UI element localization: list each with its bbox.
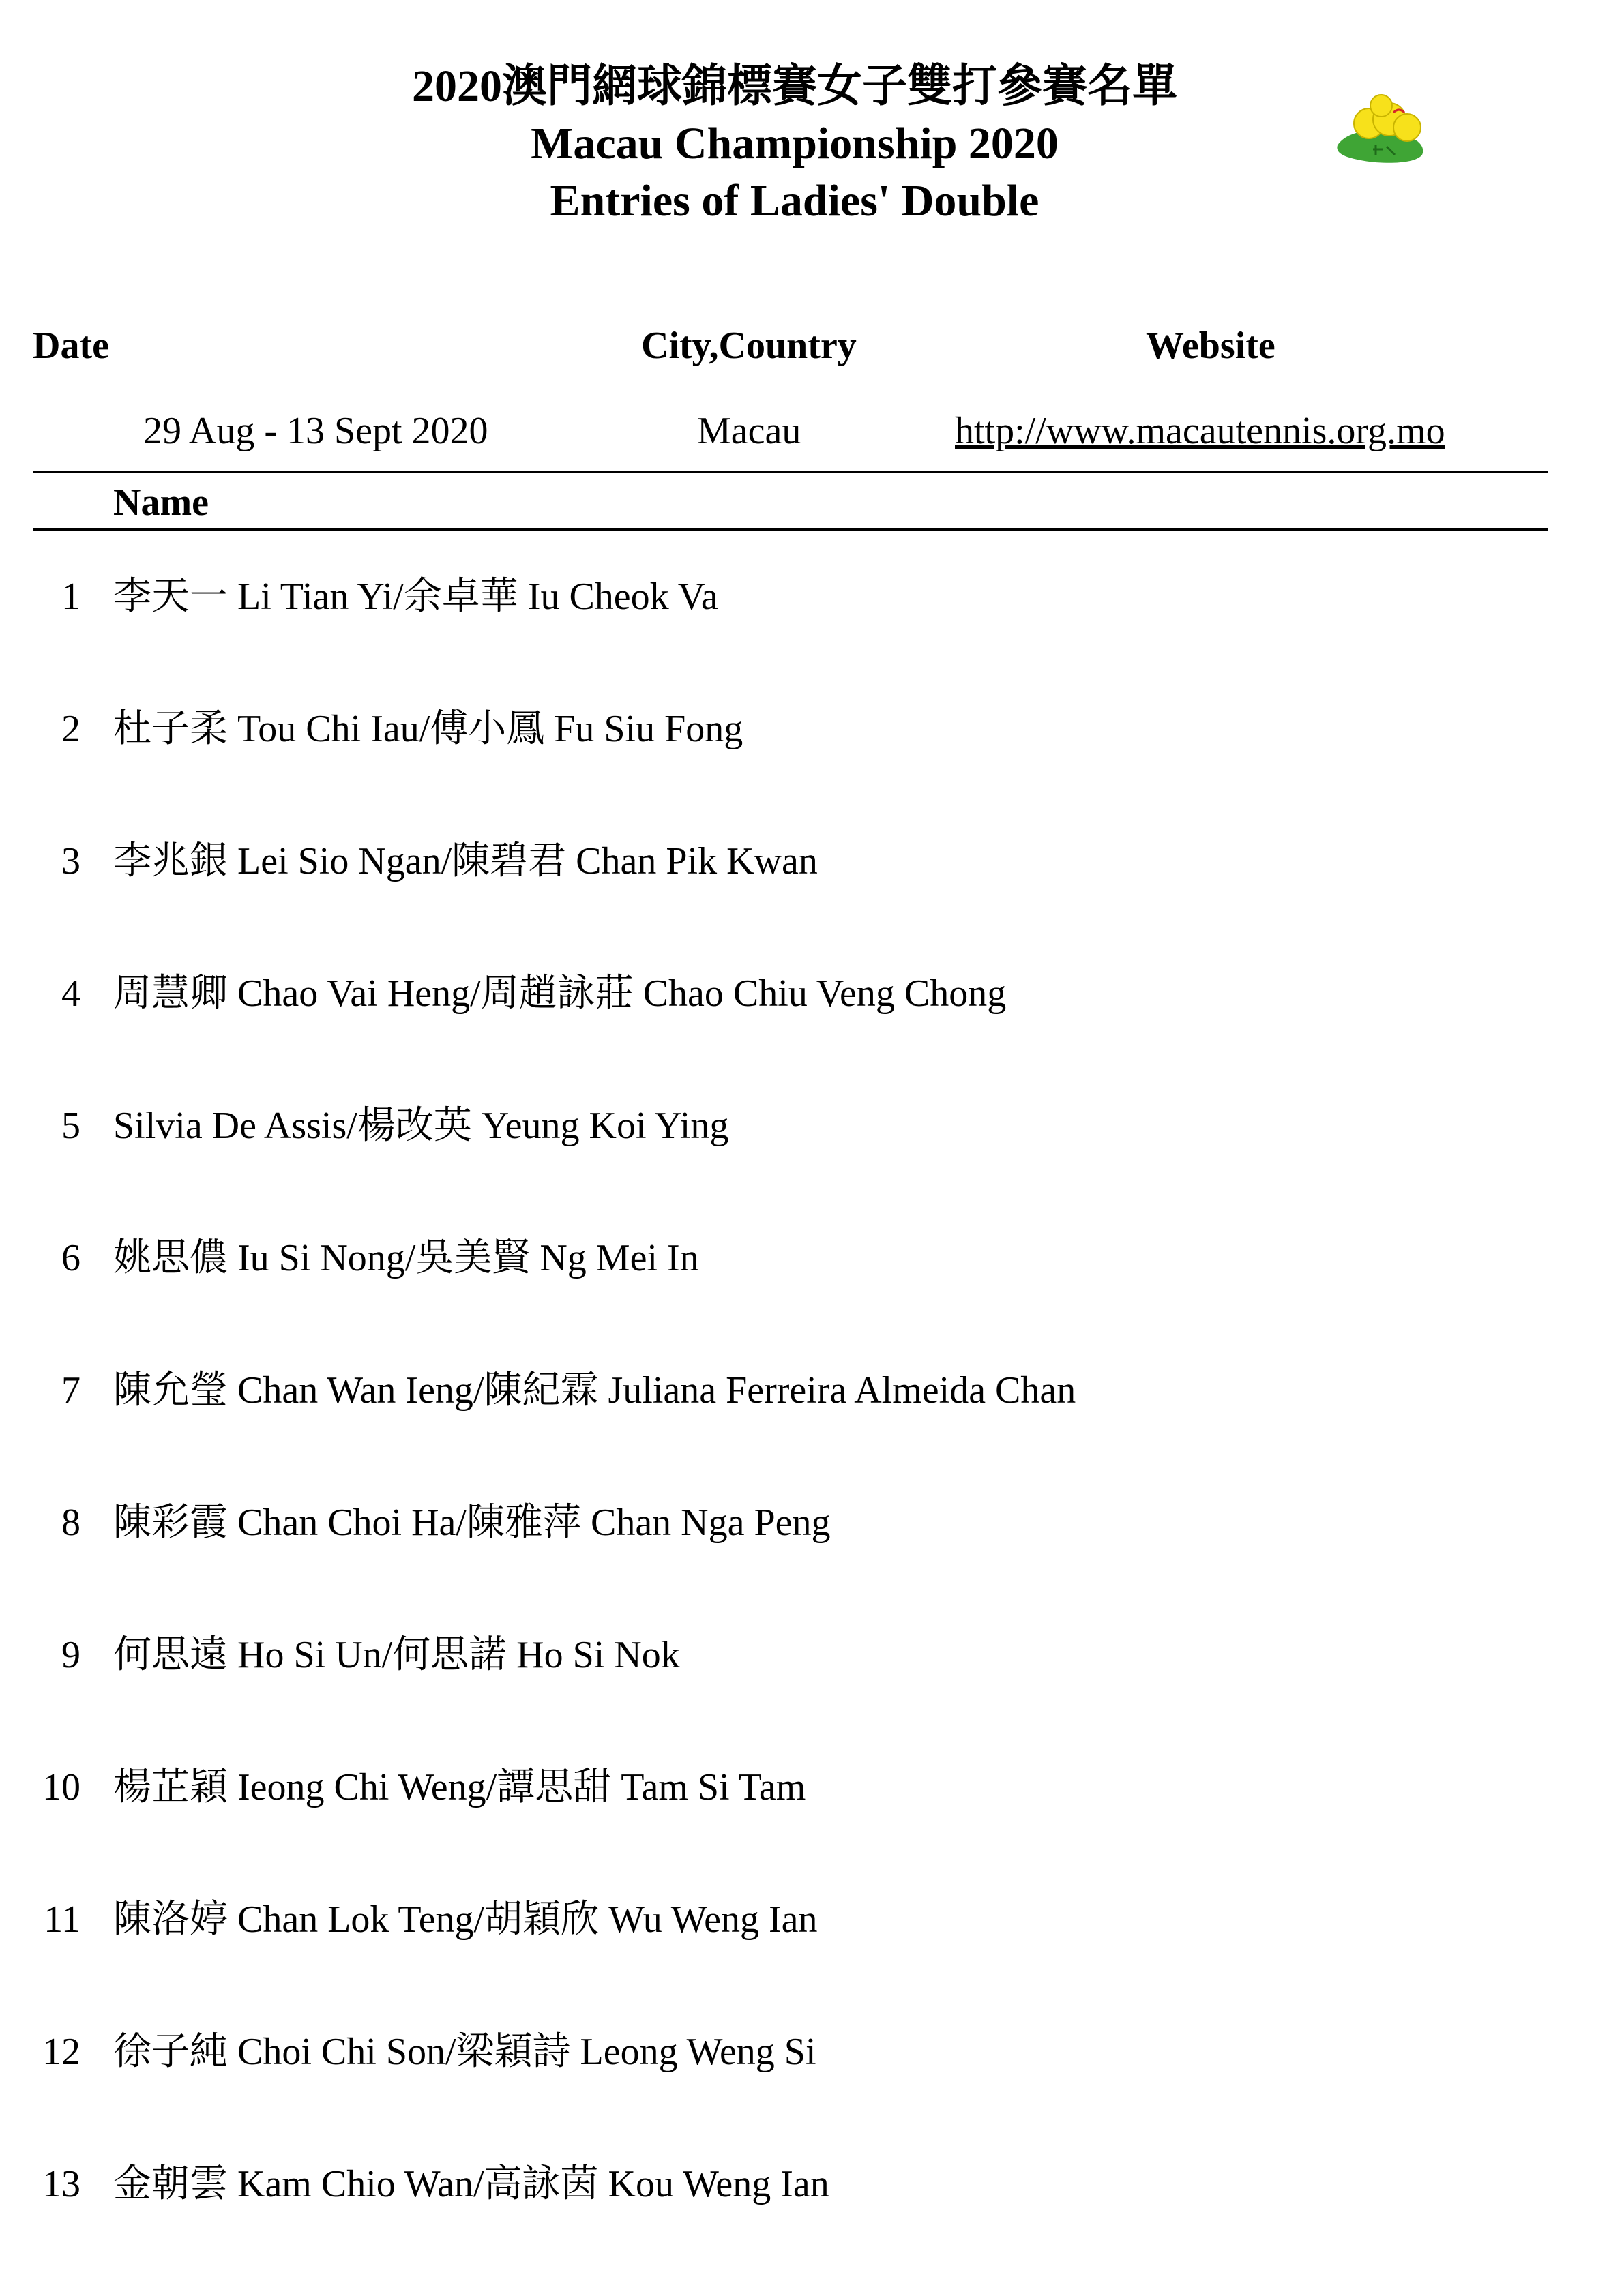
list-item [0, 1102, 1569, 1234]
entry-number: 3 [61, 840, 80, 882]
website-label: Website [1146, 325, 1275, 367]
entry-names: 陳彩霞 Chan Choi Ha/陳雅萍 Chan Nga Peng [113, 1502, 831, 1544]
list-item [0, 1234, 1569, 1367]
entry-number: 10 [42, 1766, 80, 1808]
entry-names: 周慧卿 Chao Vai Heng/周趙詠莊 Chao Chiu Veng Chong [113, 972, 1007, 1015]
entry-names: 杜子柔 Tou Chi Iau/傅小鳳 Fu Siu Fong [113, 708, 743, 750]
entry-number: 9 [61, 1634, 80, 1676]
entry-names: 陳洛婷 Chan Lok Teng/胡穎欣 Wu Weng Ian [113, 1898, 818, 1941]
list-item [0, 970, 1569, 1102]
city-value: Macau [697, 410, 801, 452]
list-item [0, 2028, 1569, 2160]
entry-number: 5 [61, 1105, 80, 1147]
entry-names: 金朝雲 Kam Chio Wan/高詠茵 Kou Weng Ian [113, 2163, 829, 2205]
entry-number: 12 [42, 2031, 80, 2073]
entry-number: 7 [61, 1369, 80, 1412]
title-chinese: 2020澳門網球錦標賽女子雙打參賽名單 [412, 61, 1177, 111]
entry-names: Silvia De Assis/楊改英 Yeung Koi Ying [113, 1105, 729, 1147]
list-item [0, 837, 1569, 970]
entry-names: 楊芷穎 Ieong Chi Weng/譚思甜 Tam Si Tam [113, 1766, 806, 1808]
entry-names: 李天一 Li Tian Yi/余卓華 Iu Cheok Va [113, 576, 718, 618]
entry-names: 李兆銀 Lei Sio Ngan/陳碧君 Chan Pik Kwan [113, 840, 818, 882]
entry-number: 8 [61, 1502, 80, 1544]
entry-number: 4 [61, 972, 80, 1015]
header-divider-top [33, 471, 1548, 473]
list-item [0, 1499, 1569, 1631]
entry-names: 何思遠 Ho Si Un/何思諾 Ho Si Nok [113, 1634, 680, 1676]
entry-number: 11 [44, 1898, 80, 1941]
title-english: Macau Championship 2020 [531, 119, 1059, 168]
name-column-header: Name [113, 481, 209, 524]
city-label: City,Country [641, 325, 857, 367]
logo-ball-4 [1370, 95, 1392, 117]
date-value: 29 Aug - 13 Sept 2020 [143, 410, 488, 452]
list-item [0, 1896, 1569, 2028]
website-link[interactable]: http://www.macautennis.org.mo [955, 410, 1445, 452]
entry-number: 13 [42, 2163, 80, 2205]
list-item [0, 2160, 1569, 2293]
entry-number: 2 [61, 708, 80, 750]
list-item [0, 1631, 1569, 1763]
list-item [0, 573, 1569, 705]
entry-names: 姚思儂 Iu Si Nong/吳美賢 Ng Mei In [113, 1237, 699, 1279]
entry-number: 1 [61, 576, 80, 618]
list-item [0, 1763, 1569, 1896]
list-item [0, 1367, 1569, 1499]
title-subtitle: Entries of Ladies' Double [550, 176, 1039, 226]
logo-ball-3 [1393, 114, 1421, 141]
entry-number: 6 [61, 1237, 80, 1279]
entries-list [0, 573, 1569, 2293]
header-divider-bottom [33, 528, 1548, 531]
tennis-association-logo-icon [1333, 92, 1429, 167]
entry-names: 陳允瑩 Chan Wan Ieng/陳紀霖 Juliana Ferreira Almeida Chan [113, 1369, 1076, 1412]
list-item [0, 705, 1569, 837]
date-label: Date [33, 325, 109, 367]
entry-names: 徐子純 Choi Chi Son/梁穎詩 Leong Weng Si [113, 2031, 816, 2073]
